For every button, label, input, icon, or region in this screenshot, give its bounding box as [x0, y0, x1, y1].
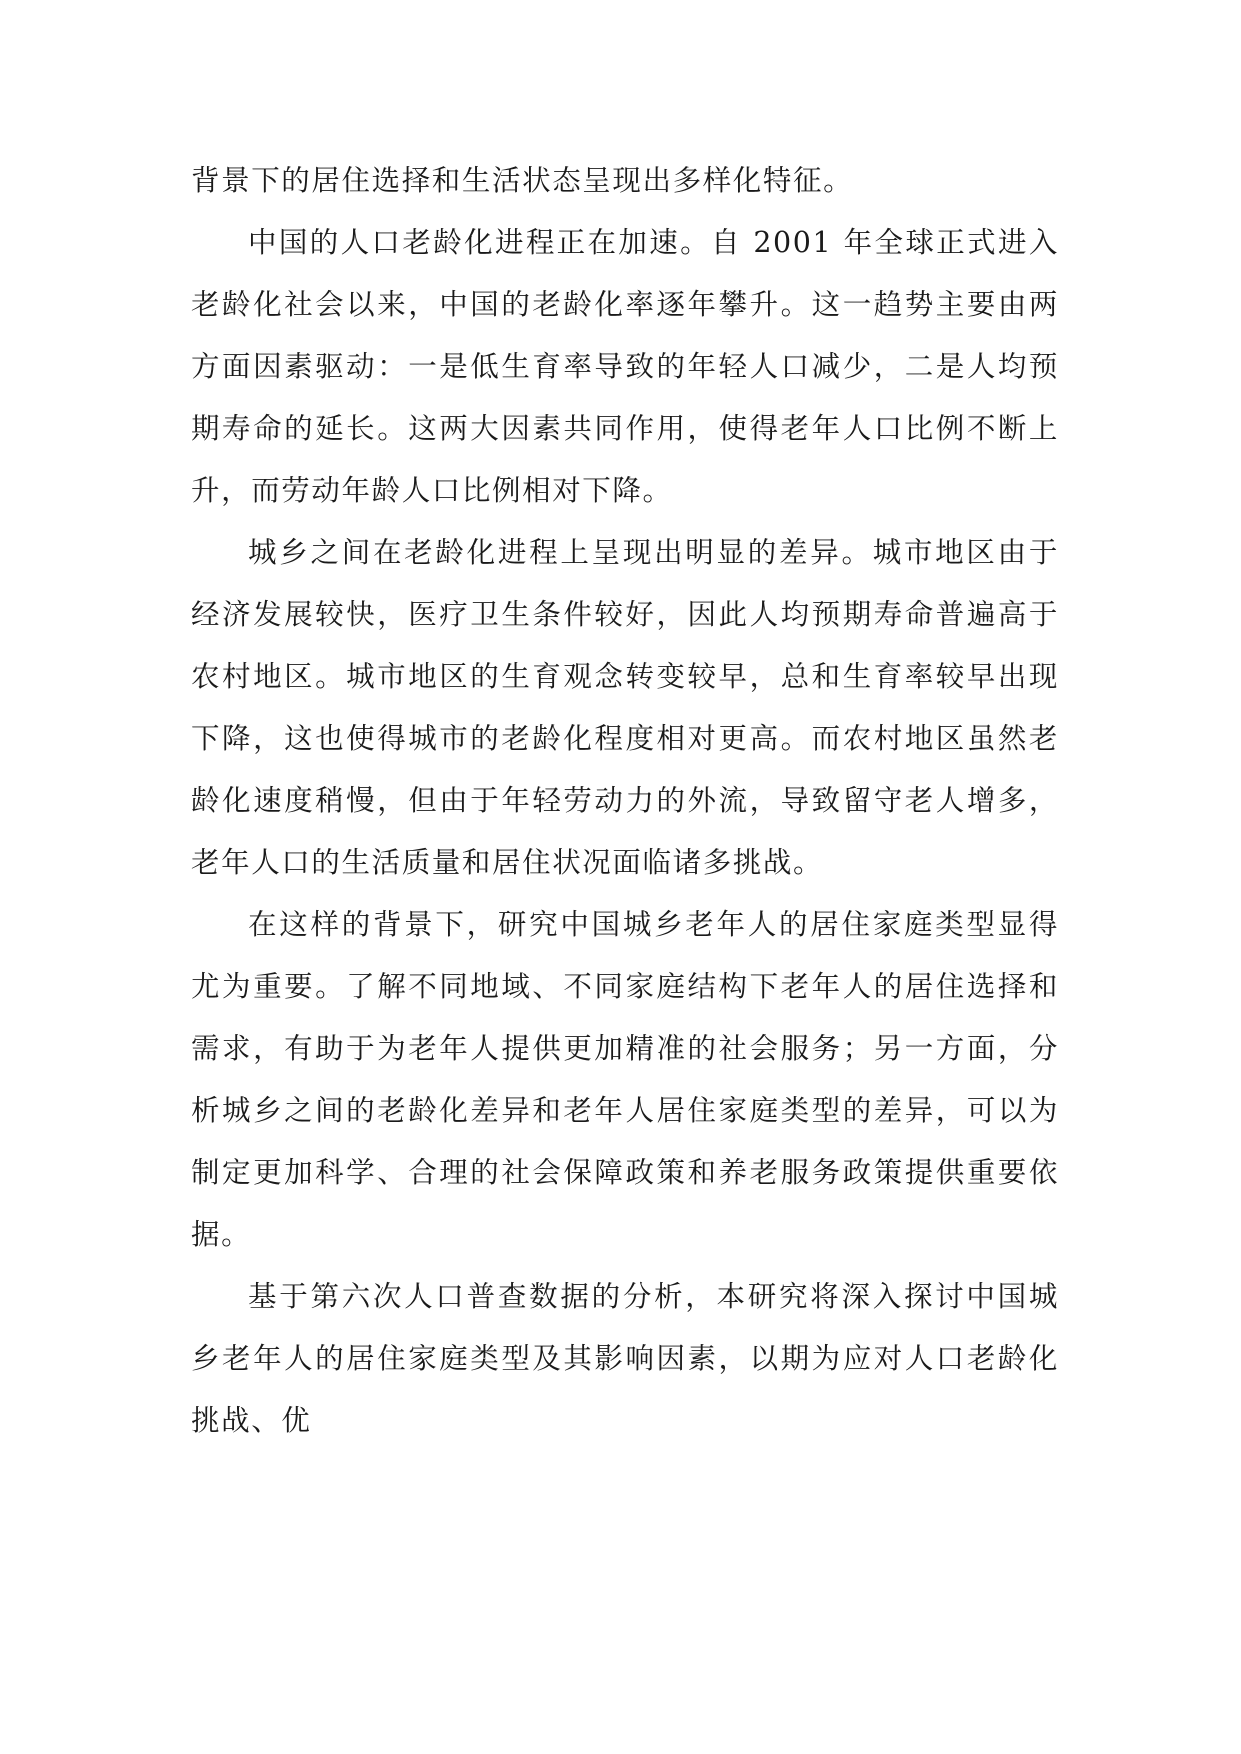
- paragraph-aging-acceleration: 中国的人口老龄化进程正在加速。自 2001 年全球正式进入老龄化社会以来，中国的老龄化率逐年攀升。这一趋势主要由两方面因素驱动：一是低生育率导致的年轻人口减少，二是人均预期寿命的延长。这两大因素共同作用，使得老年人口比例不断上升，而劳动年龄人口比例相对下降。: [191, 226, 1059, 507]
- paragraph-urban-rural-differences: 城乡之间在老龄化进程上呈现出明显的差异。城市地区由于经济发展较快，医疗卫生条件较好，因此人均预期寿命普遍高于农村地区。城市地区的生育观念转变较早，总和生育率较早出现下降，这也使得城市的老龄化程度相对更高。而农村地区虽然老龄化速度稍慢，但由于年轻劳动力的外流，导致留守老人增多，老年人口的生活质量和居住状况面临诸多挑战。: [191, 536, 1059, 879]
- paragraph-research-significance: 在这样的背景下，研究中国城乡老年人的居住家庭类型显得尤为重要。了解不同地域、不同家庭结构下老年人的居住选择和需求，有助于为老年人提供更加精准的社会服务；另一方面，分析城乡之间的老龄化差异和老年人居住家庭类型的差异，可以为制定更加科学、合理的社会保障政策和养老服务政策提供重要依据。: [191, 908, 1059, 1251]
- document-body: [191, 150, 1059, 1452]
- paragraph-research-basis: 基于第六次人口普查数据的分析，本研究将深入探讨中国城乡老年人的居住家庭类型及其影响因素，以期为应对人口老龄化挑战、优: [191, 1280, 1059, 1437]
- paragraph-continuation: 背景下的居住选择和生活状态呈现出多样化特征。: [191, 164, 854, 197]
